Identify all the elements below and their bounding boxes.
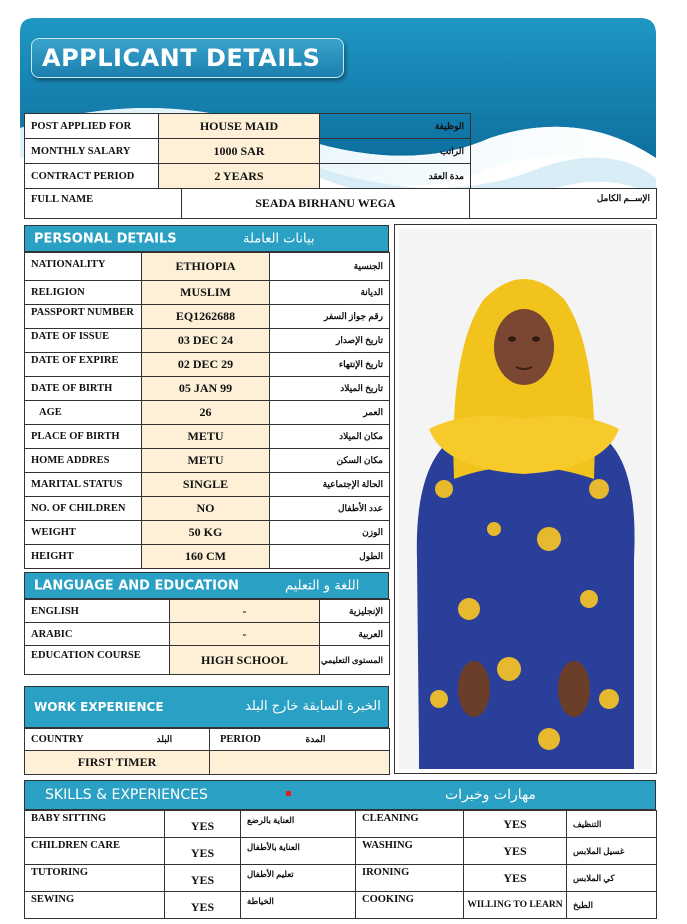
- row-label-ar: تاريخ الإنتهاء: [270, 353, 390, 377]
- red-marker: [286, 791, 291, 796]
- full-name-label-ar: الإســم الكامل: [470, 189, 657, 219]
- skill-label: SEWING: [25, 892, 165, 919]
- skill-value: YES: [165, 865, 241, 892]
- skill-label: BABY SITTING: [25, 811, 165, 838]
- row-label: DATE OF BIRTH: [25, 377, 142, 401]
- full-name-label: FULL NAME: [25, 189, 182, 219]
- skill-label: CLEANING: [356, 811, 464, 838]
- full-name-table: [24, 188, 657, 219]
- skill-label-ar: تعليم الأطفال: [241, 865, 356, 892]
- page-title: APPLICANT DETAILS: [31, 38, 344, 78]
- row-value: 50 KG: [142, 521, 270, 545]
- row-label-ar: تاريخ الإصدار: [270, 329, 390, 353]
- language-education-table: [24, 599, 390, 675]
- row-label-ar: الطول: [270, 545, 390, 569]
- row-label: MARITAL STATUS: [25, 473, 142, 497]
- personal-details-table: [24, 252, 390, 569]
- row-value: 26: [142, 401, 270, 425]
- row-value: -: [170, 623, 320, 646]
- row-value: 160 CM: [142, 545, 270, 569]
- skill-value: WILLING TO LEARN: [464, 892, 567, 919]
- table-row: [25, 600, 390, 623]
- row-label-ar: مكان الميلاد: [270, 425, 390, 449]
- work-title-ar: الخبرة السابقة خارج البلد: [245, 699, 381, 714]
- row-label: ARABIC: [25, 623, 170, 646]
- table-row: [25, 449, 390, 473]
- skill-label: IRONING: [356, 865, 464, 892]
- row-value: ETHIOPIA: [142, 253, 270, 281]
- row-value: -: [170, 600, 320, 623]
- row-value: 02 DEC 29: [142, 353, 270, 377]
- row-label: ENGLISH: [25, 600, 170, 623]
- table-row: [25, 729, 390, 751]
- table-row: [25, 623, 390, 646]
- header-label: CONTRACT PERIOD: [25, 164, 159, 189]
- table-row: [25, 329, 390, 353]
- header-row: [25, 164, 471, 189]
- row-label-ar: الحالة الإجتماعية: [270, 473, 390, 497]
- table-row: [25, 892, 657, 919]
- table-row: [25, 281, 390, 305]
- row-value: METU: [142, 425, 270, 449]
- table-row: [25, 473, 390, 497]
- language-education-header: [24, 572, 389, 599]
- header-row: [25, 139, 471, 164]
- skill-label-ar: غسيل الملابس: [567, 838, 657, 865]
- skill-label: WASHING: [356, 838, 464, 865]
- table-row: [25, 377, 390, 401]
- row-label: RELIGION: [25, 281, 142, 305]
- work-experience-header: [24, 686, 389, 728]
- row-label: HOME ADDRES: [25, 449, 142, 473]
- skill-label: COOKING: [356, 892, 464, 919]
- header-label: MONTHLY SALARY: [25, 139, 159, 164]
- table-row: [25, 838, 657, 865]
- skill-value: YES: [464, 865, 567, 892]
- row-label: PLACE OF BIRTH: [25, 425, 142, 449]
- header-value: 2 YEARS: [159, 164, 320, 189]
- table-row: [25, 865, 657, 892]
- row-label-ar: الوزن: [270, 521, 390, 545]
- work-country-value: FIRST TIMER: [25, 751, 210, 775]
- skill-value: YES: [165, 838, 241, 865]
- personal-title-en: PERSONAL DETAILS: [34, 231, 177, 246]
- row-value: NO: [142, 497, 270, 521]
- row-label-ar: عدد الأطفال: [270, 497, 390, 521]
- row-label-ar: الجنسية: [270, 253, 390, 281]
- row-value: MUSLIM: [142, 281, 270, 305]
- row-label: EDUCATION COURSE: [25, 646, 170, 675]
- row-label: DATE OF EXPIRE: [25, 353, 142, 377]
- skill-label: CHILDREN CARE: [25, 838, 165, 865]
- row-label: PASSPORT NUMBER: [25, 305, 142, 329]
- table-row: [25, 646, 390, 675]
- row-value: HIGH SCHOOL: [170, 646, 320, 675]
- header-label-ar: الوظيفة: [320, 114, 471, 139]
- row-label-ar: تاريخ الميلاد: [270, 377, 390, 401]
- skill-label-ar: العناية بالأطفال: [241, 838, 356, 865]
- country-label: COUNTRY: [25, 729, 117, 751]
- row-label-ar: الإنجليزية: [320, 600, 390, 623]
- row-value: 03 DEC 24: [142, 329, 270, 353]
- table-row: [25, 305, 390, 329]
- row-label: AGE: [25, 401, 142, 425]
- table-row: [25, 401, 390, 425]
- work-experience-table: [24, 728, 390, 775]
- header-label-ar: مدة العقد: [320, 164, 471, 189]
- table-row: [25, 497, 390, 521]
- row-label-ar: رقم جواز السفر: [270, 305, 390, 329]
- skill-label: TUTORING: [25, 865, 165, 892]
- row-label: HEIGHT: [25, 545, 142, 569]
- table-row: [25, 521, 390, 545]
- skills-header: [24, 780, 656, 810]
- row-label: NATIONALITY: [25, 253, 142, 281]
- skill-label-ar: كي الملابس: [567, 865, 657, 892]
- row-label-ar: العربية: [320, 623, 390, 646]
- table-row: [25, 253, 390, 281]
- row-value: SINGLE: [142, 473, 270, 497]
- header-table: [24, 113, 471, 189]
- skills-table: [24, 810, 657, 919]
- period-label: PERIOD: [210, 729, 300, 751]
- personal-details-header: [24, 225, 389, 252]
- table-row: [25, 353, 390, 377]
- skill-label-ar: التنظيف: [567, 811, 657, 838]
- header-row: [25, 114, 471, 139]
- header-label-ar: الراتب: [320, 139, 471, 164]
- table-row: [25, 545, 390, 569]
- skill-value: YES: [165, 892, 241, 919]
- country-label-ar: البلد: [117, 729, 210, 751]
- skill-value: YES: [165, 811, 241, 838]
- header-value: 1000 SAR: [159, 139, 320, 164]
- skill-label-ar: الخياطة: [241, 892, 356, 919]
- row-label: WEIGHT: [25, 521, 142, 545]
- table-row: [25, 811, 657, 838]
- row-label: DATE OF ISSUE: [25, 329, 142, 353]
- period-label-ar: المدة: [300, 729, 390, 751]
- table-row: [25, 425, 390, 449]
- skill-label-ar: العناية بالرضع: [241, 811, 356, 838]
- skills-title-ar: مهارات وخبرات: [445, 787, 536, 803]
- language-title-en: LANGUAGE AND EDUCATION: [34, 578, 239, 593]
- work-title-en: WORK EXPERIENCE: [34, 700, 164, 714]
- skill-value: YES: [464, 838, 567, 865]
- work-period-value: [210, 751, 390, 775]
- row-label-ar: العمر: [270, 401, 390, 425]
- row-label-ar: الديانة: [270, 281, 390, 305]
- header-value: HOUSE MAID: [159, 114, 320, 139]
- row-label: NO. OF CHILDREN: [25, 497, 142, 521]
- personal-title-ar: بيانات العاملة: [243, 231, 315, 246]
- row-label-ar: المستوى التعليمي: [320, 646, 390, 675]
- row-value: 05 JAN 99: [142, 377, 270, 401]
- language-title-ar: اللغة و التعليم: [285, 578, 360, 593]
- applicant-photo: [399, 229, 652, 769]
- row-value: METU: [142, 449, 270, 473]
- skill-label-ar: الطبخ: [567, 892, 657, 919]
- row-value: EQ1262688: [142, 305, 270, 329]
- row-label-ar: مكان السكن: [270, 449, 390, 473]
- skills-title-en: SKILLS & EXPERIENCES: [45, 787, 208, 803]
- skill-value: YES: [464, 811, 567, 838]
- photo-frame: [394, 224, 657, 774]
- table-row: [25, 751, 390, 775]
- full-name-value: SEADA BIRHANU WEGA: [182, 189, 470, 219]
- header-label: POST APPLIED FOR: [25, 114, 159, 139]
